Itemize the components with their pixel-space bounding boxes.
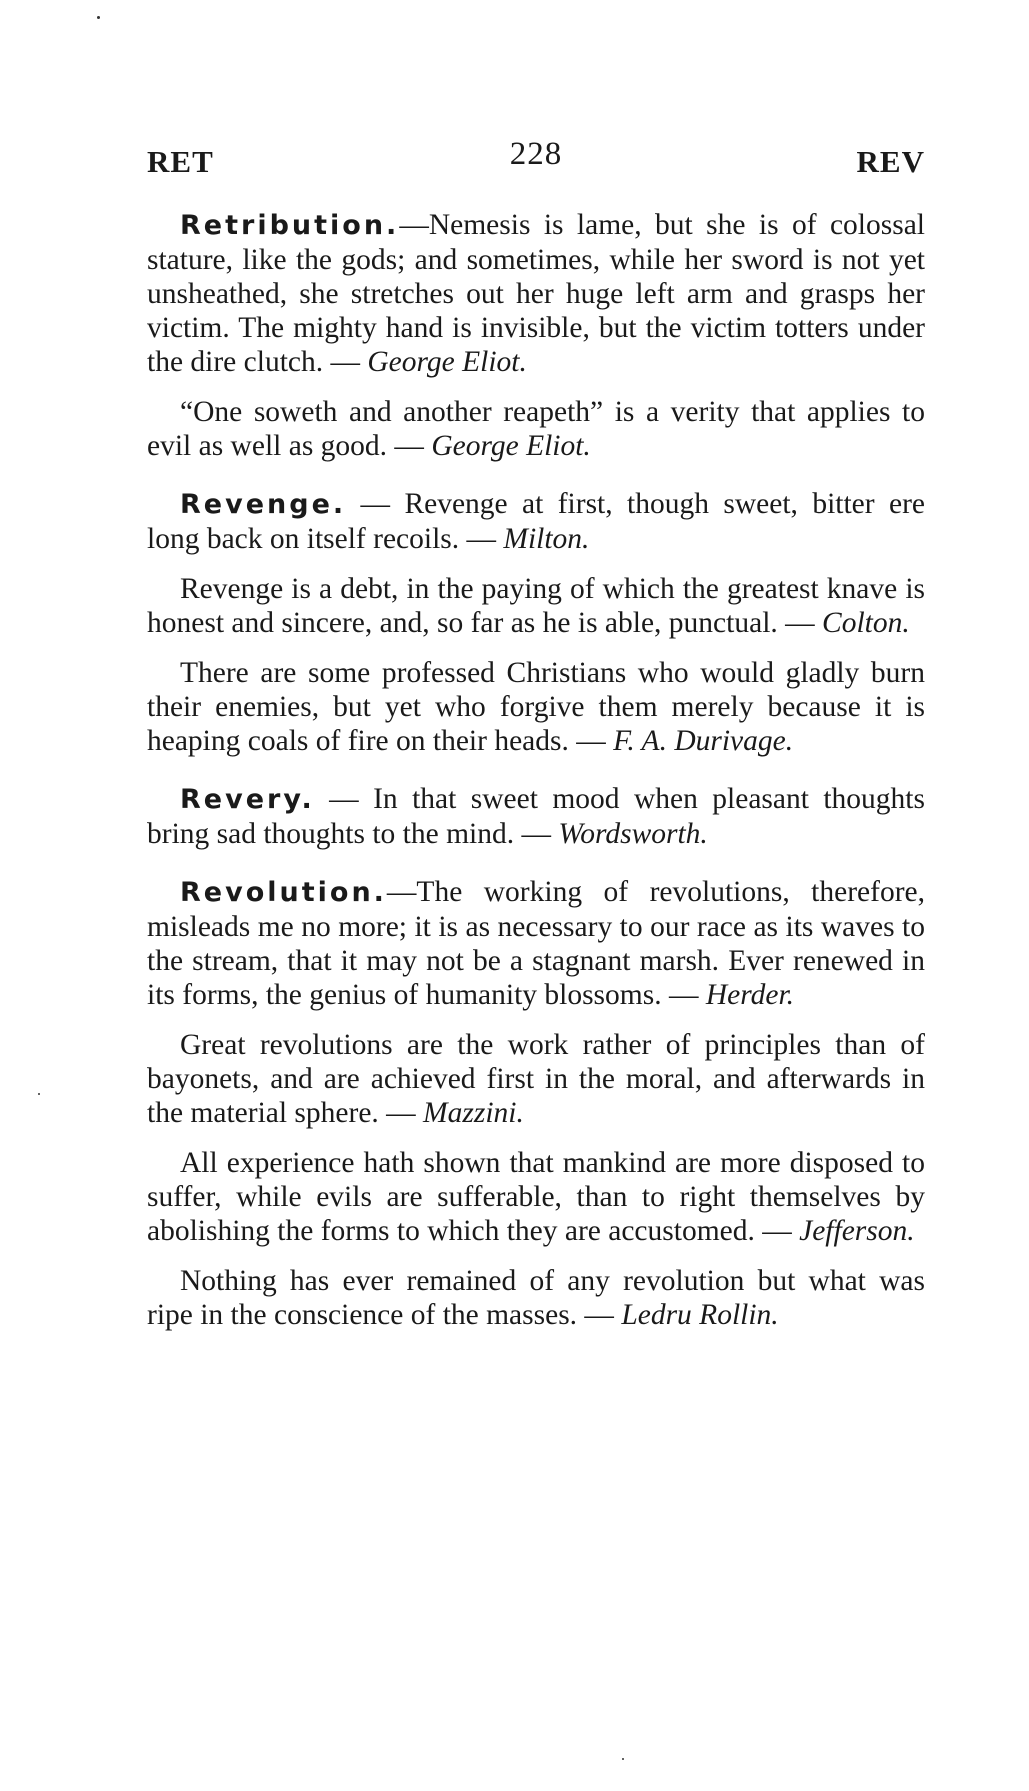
quote-text: Nothing has ever remained of any revolution but what was ripe in the conscience of the masses. — xyxy=(147,1265,925,1331)
quote-text: —Nemesis is lame, but she is of colossal stature, like the gods; and sometimes, while her sword is not yet unsheathed, she stretches out her huge left arm and grasps her victim. The mighty hand is invisible, but the victim totters under the dire clutch. — xyxy=(147,209,925,378)
topic-heading: Revenge. xyxy=(180,489,347,520)
entry-revolution-1 xyxy=(147,875,925,1012)
quote-text: All experience hath shown that mankind are more disposed to suffer, while evils are sufferable, than to right themselves by abolishing the forms to which they are accustomed. — xyxy=(147,1147,925,1247)
author-attribution: Herder. xyxy=(705,979,795,1011)
entry-revolution-4 xyxy=(147,1264,925,1332)
header-guide-word-right: REV xyxy=(856,144,925,179)
entry-revery-1 xyxy=(147,782,925,851)
quotation-list xyxy=(147,208,925,1348)
running-header xyxy=(147,138,925,186)
quote-text: — In that sweet mood when pleasant thoughts bring sad thoughts to the mind. — xyxy=(147,783,925,850)
entry-revenge-3 xyxy=(147,656,925,758)
author-attribution: George Eliot. xyxy=(431,430,591,462)
header-guide-word-left: RET xyxy=(147,144,214,179)
quote-text: — Revenge at first, though sweet, bitter ere long back on itself recoils. — xyxy=(147,488,925,555)
entry-retribution-2 xyxy=(147,395,925,463)
author-attribution: Colton. xyxy=(822,607,910,639)
author-attribution: Jefferson. xyxy=(799,1215,915,1247)
book-page xyxy=(147,0,925,1791)
quote-text: Revenge is a debt, in the paying of which the greatest knave is honest and sincere, and, so far as he is able, punctual. — xyxy=(147,573,925,639)
author-attribution: Ledru Rollin. xyxy=(621,1299,779,1331)
quote-text: “One soweth and another reapeth” is a verity that applies to evil as well as good. — xyxy=(147,396,925,462)
page-number: 228 xyxy=(509,136,563,172)
quote-text: —The working of revolutions, therefore, misleads me no more; it is as necessary to our race as its waves to the stream, that it may not be a stagnant marsh. Ever renewed in its forms, the genius of humanity blossoms. — xyxy=(147,876,925,1011)
entry-revolution-3 xyxy=(147,1146,925,1248)
topic-heading: Revery. xyxy=(180,784,315,815)
author-attribution: Mazzini. xyxy=(423,1097,524,1129)
page-speck xyxy=(38,1093,40,1095)
author-attribution: Wordsworth. xyxy=(558,818,708,850)
page-speck xyxy=(97,16,100,19)
topic-heading: Retribution. xyxy=(180,210,400,241)
entry-revenge-1 xyxy=(147,487,925,556)
entry-retribution-1 xyxy=(147,208,925,379)
entry-revolution-2 xyxy=(147,1028,925,1130)
author-attribution: F. A. Durivage. xyxy=(613,725,794,757)
entry-revenge-2 xyxy=(147,572,925,640)
quote-text: There are some professed Christians who would gladly burn their enemies, but yet who forgive them merely because it is heaping coals of fire on their heads. — xyxy=(147,657,925,757)
topic-heading: Revolution. xyxy=(180,877,387,908)
quote-text: Great revolutions are the work rather of principles than of bayonets, and are achieved first in the moral, and afterwards in the material sphere. — xyxy=(147,1029,925,1129)
author-attribution: Milton. xyxy=(503,523,590,555)
author-attribution: George Eliot. xyxy=(367,346,527,378)
